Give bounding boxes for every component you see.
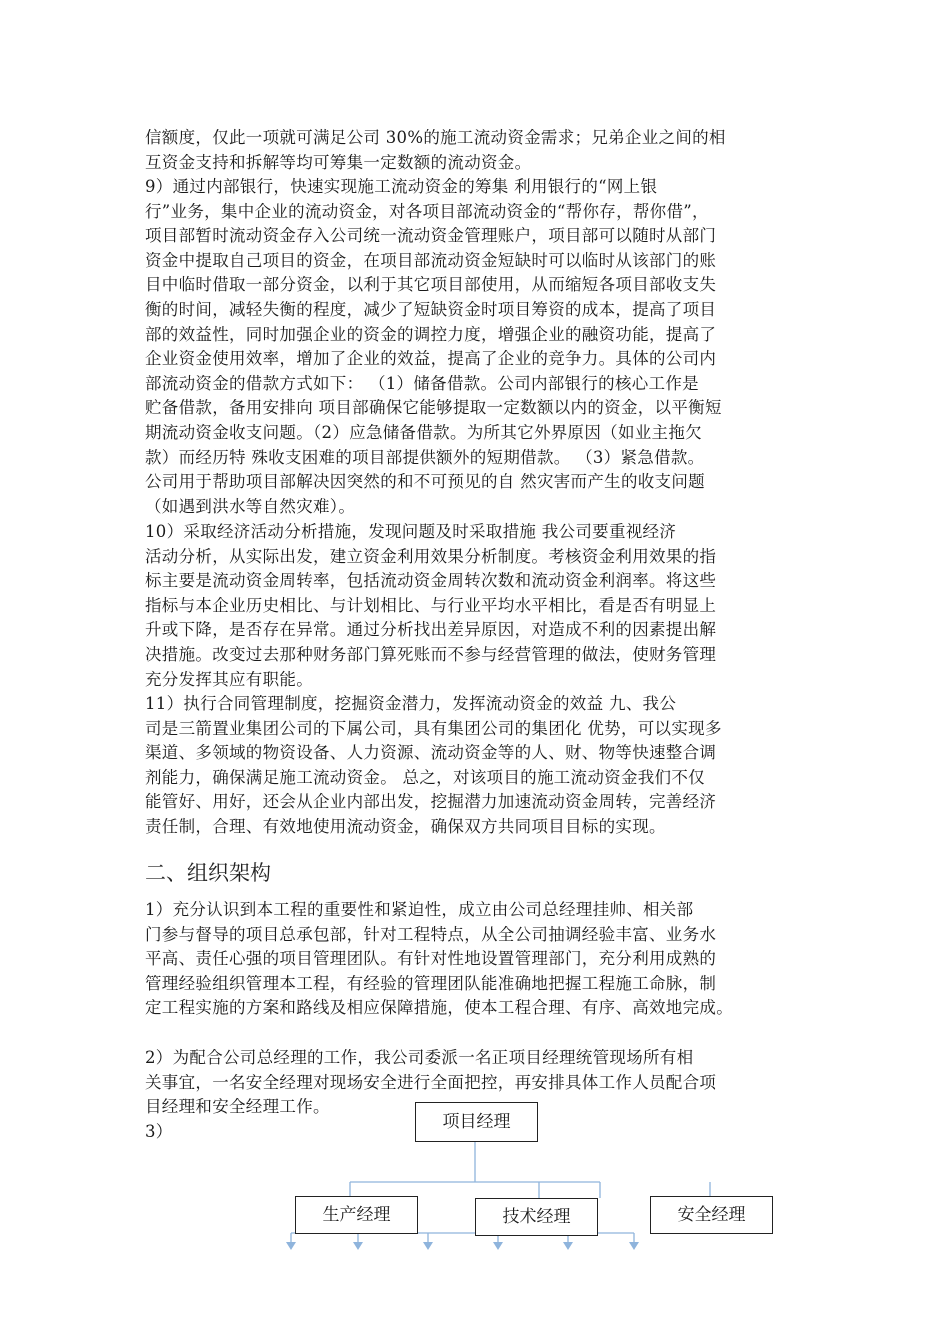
text-line: 责任制，合理、有效地使用流动资金，确保双方共同项目目标的实现。 bbox=[145, 816, 666, 836]
text-line: 活动分析，从实际出发，建立资金利用效果分析制度。考核资金利用效果的指 bbox=[145, 546, 717, 566]
text-line: 目经理和安全经理工作。 bbox=[145, 1097, 330, 1117]
text-line: 部的效益性，同时加强企业的资金的调控力度，增强企业的融资功能，提高了 bbox=[145, 324, 717, 344]
text-line: 关事宜，一名安全经理对现场安全进行全面把控，再安排具体工作人员配合项 bbox=[145, 1072, 717, 1092]
text-line: 9）通过内部银行，快速实现施工流动资金的筹集 利用银行的“网上银 bbox=[145, 177, 658, 196]
org-box-safety-manager: 安全经理 bbox=[650, 1196, 773, 1234]
text-line: 定工程实施的方案和路线及相应保障措施，使本工程合理、有序、高效地完成。 bbox=[145, 998, 733, 1018]
text-line: 能管好、用好，还会从企业内部出发，挖掘潜力加速流动资金周转，完善经济 bbox=[145, 792, 717, 812]
arrow-icon bbox=[629, 1242, 639, 1250]
section-heading: 二、组织架构 bbox=[145, 861, 271, 885]
text-line: 指标与本企业历史相比、与计划相比、与行业平均水平相比，看是否有明显上 bbox=[145, 595, 717, 615]
text-line: 司是三箭置业集团公司的下属公司，具有集团公司的集团化 优势，可以实现多 bbox=[145, 718, 722, 738]
text-line: 1）充分认识到本工程的重要性和紧迫性，成立由公司总经理挂帅、相关部 bbox=[145, 900, 694, 919]
text-line: 11）执行合同管理制度，挖掘资金潜力，发挥流动资金的效益 九、我公 bbox=[145, 694, 677, 713]
text-line: 剂能力，确保满足施工流动资金。 总之，对该项目的施工流动资金我们不仅 bbox=[145, 767, 705, 787]
arrow-icon bbox=[353, 1242, 363, 1250]
org-box-technical-manager: 技术经理 bbox=[475, 1198, 598, 1236]
text-line: 资金中提取自己项目的资金，在项目部流动资金短缺时可以临时从该部门的账 bbox=[145, 250, 717, 270]
text-line: 平高、责任心强的项目管理团队。有针对性地设置管理部门，充分利用成熟的 bbox=[145, 949, 717, 969]
text-line: 行”业务，集中企业的流动资金，对各项目部流动资金的“帮你存，帮你借”， bbox=[145, 201, 709, 221]
text-line: 部流动资金的借款方式如下： （1）储备借款。公司内部银行的核心工作是 bbox=[145, 373, 699, 393]
text-line: 2）为配合公司总经理的工作，我公司委派一名正项目经理统管现场所有相 bbox=[145, 1048, 694, 1067]
arrow-icon bbox=[563, 1242, 573, 1250]
text-line: 10）采取经济活动分析措施，发现问题及时采取措施 我公司要重视经济 bbox=[145, 522, 677, 541]
text-line: 升或下降，是否存在异常。通过分析找出差异原因，对造成不利的因素提出解 bbox=[145, 620, 717, 640]
arrow-icon bbox=[493, 1242, 503, 1250]
arrow-icon bbox=[423, 1242, 433, 1250]
text-line: 款）而经历特 殊收支困难的项目部提供额外的短期借款。 （3）紧急借款。 bbox=[145, 447, 705, 467]
text-line: 衡的时间，减轻失衡的程度，减少了短缺资金时项目筹资的成本，提高了项目 bbox=[145, 299, 717, 319]
text-line: 管理经验组织管理本工程，有经验的管理团队能准确地把握工程施工命脉，制 bbox=[145, 973, 717, 993]
text-line: 企业资金使用效率，增加了企业的效益，提高了企业的竞争力。具体的公司内 bbox=[145, 349, 717, 369]
org-box-production-manager: 生产经理 bbox=[295, 1196, 418, 1234]
text-line: 充分发挥其应有职能。 bbox=[145, 669, 313, 689]
text-line: 信额度，仅此一项就可满足公司 30%的施工流动资金需求；兄弟企业之间的相 bbox=[145, 128, 726, 147]
text-line: （如遇到洪水等自然灾难）。 bbox=[145, 496, 356, 516]
text-line: 门参与督导的项目总承包部，针对工程特点，从全公司抽调经验丰富、业务水 bbox=[145, 924, 717, 944]
text-line: 公司用于帮助项目部解决因突然的和不可预见的自 然灾害而产生的收支问题 bbox=[145, 472, 705, 492]
arrow-icon bbox=[286, 1242, 296, 1250]
text-line: 贮备借款，备用安排向 项目部确保它能够提取一定数额以内的资金，以平衡短 bbox=[145, 398, 722, 418]
text-line: 标主要是流动资金周转率，包括流动资金周转次数和流动资金利润率。将这些 bbox=[145, 571, 717, 591]
text-line: 互资金支持和拆解等均可筹集一定数额的流动资金。 bbox=[145, 152, 532, 172]
text-line: 渠道、多领域的物资设备、人力资源、流动资金等的人、财、物等快速整合调 bbox=[145, 743, 717, 763]
text-line: 项目部暂时流动资金存入公司统一流动资金管理账户，项目部可以随时从部门 bbox=[145, 226, 717, 246]
org-box-project-manager: 项目经理 bbox=[415, 1102, 538, 1142]
text-line: 3） bbox=[145, 1122, 173, 1141]
text-line: 期流动资金收支问题。（2）应急储备借款。为所其它外界原因（如业主拖欠 bbox=[145, 422, 702, 442]
text-line: 决措施。改变过去那种财务部门算死账而不参与经营管理的做法，使财务管理 bbox=[145, 644, 717, 664]
text-line: 目中临时借取一部分资金，以利于其它项目部使用，从而缩短各项目部收支失 bbox=[145, 275, 717, 295]
